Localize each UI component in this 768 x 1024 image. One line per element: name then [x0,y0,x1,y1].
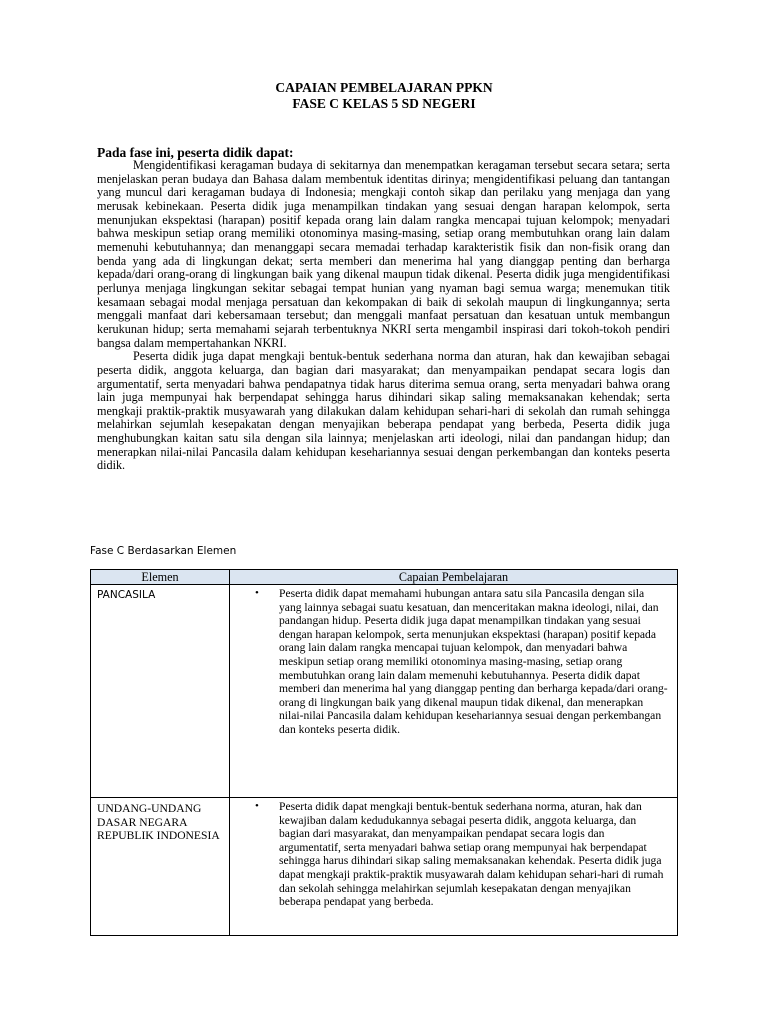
capaian-item [255,800,669,909]
header-elemen: Elemen [91,570,230,585]
header-capaian: Capaian Pembelajaran [230,570,678,585]
section-title: Fase C Berdasarkan Elemen [90,545,237,557]
capaian-text: Peserta didik dapat mengkaji bentuk-bentuk sederhana norma, aturan, hak dan kewajiban dalam kedudukannya sebagai peserta didik, anggota keluarga, dan bagian dari masyarakat, dan menyampaikan pendapat secara logis dan argumentatif, serta menyadari bahwa setiap orang mempunyai hak berpendapat sehingga harus dihindari sikap saling memaksanakan kehendak. Peserta didik juga dapat mengkaji praktik-praktik musyawarah dalam kehidupan sehari-hari di rumah dan sekolah sehingga melahirkan sejumlah kesepakatan dengan menyajikan beberapa pendapat yang berbeda. [279,800,664,909]
intro-body [97,159,670,473]
document-title-line-1: CAPAIAN PEMBELAJARAN PPKN [275,80,493,95]
elemen-table [90,569,678,936]
table-row [91,798,678,936]
capaian-list [252,800,669,909]
capaian-text: Peserta didik dapat memahami hubungan antara satu sila Pancasila dengan sila yang lainnya sebagai suatu kesatuan, dan menceritakan makna ideologi, nilai, dan pandangan hidup. Peserta didik juga dapat menampilkan tindakan yang sesuai dengan harapan kelompok, serta menunjukan ekspektasi (harapan) positif kepada orang lain dalam rangka mencapai tujuan kelompok, dan menyadari bahwa meskipun setiap orang memiliki otonominya masing-masing, setiap orang membutuhkan orang lain dalam memenuhi kebutuhannya. Peserta didik dapat memberi dan menerima hal yang dianggap penting dan berharga kepada/dari orang-orang di lingkungan baik yang dikenal maupun tidak dikenal, dan menerapkan nilai-nilai Pancasila dalam kehidupan kesehariannya sesuai dengan perkembangan dan konteks peserta didik. [279,587,668,736]
table-header-row [91,570,678,585]
document-title-line-2: FASE C KELAS 5 SD NEGERI [292,96,476,111]
elemen-cell [91,585,230,798]
bullet-icon: • [255,587,259,599]
intro-heading: Pada fase ini, peserta didik dapat: [97,145,294,160]
intro-paragraph-2: Peserta didik juga dapat mengkaji bentuk-bentuk sederhana norma dan aturan, hak dan kewajiban sebagai peserta didik, anggota keluarga, dan bagian dari masyarakat; dan menyampaikan pendapat secara logis dan argumentatif, serta menyadari bahwa pendapatnya tidak harus diterima semua orang, serta menyadari bahwa orang lain juga mempunyai hak berpendapat sehingga harus dihindari sikap saling memaksanakan kehendak; serta mengkaji praktik-praktik musyawarah yang dilakukan dalam kehidupan sehari-hari di sekolah dan rumah sehingga melahirkan sejumlah kesepakatan dengan menyajikan beberapa pendapat yang berbeda, Peserta didik juga menghubungkan kaitan satu sila dengan sila lainnya; menjelaskan arti ideologi, nilai dan pandangan hidup; dan menerapkan nilai-nilai Pancasila dalam kehidupan kesehariannya sesuai dengan perkembangan dan konteks peserta didik. [97,349,670,473]
bullet-icon: • [255,800,259,812]
elemen-name: UNDANG-UNDANG DASAR NEGARA REPUBLIK INDONESIA [97,802,220,843]
capaian-item [255,587,669,737]
table-row [91,585,678,798]
capaian-list [252,587,669,737]
elemen-cell [91,798,230,936]
intro-paragraph-1: Mengidentifikasi keragaman budaya di sekitarnya dan menempatkan keragaman tersebut secara setara; serta menjelaskan peran budaya dan Bahasa dalam membentuk identitas dirinya; mengidentifikasi peluang dan tantangan yang muncul dari keragaman budaya di Indonesia; mengkaji contoh sikap dan perilaku yang menjaga dan yang merusak kebinekaan. Peserta didik juga menampilkan tindakan yang sesuai dengan harapan kelompok, serta menunjukan ekspektasi (harapan) positif kepada orang lain dalam rangka mencapai tujuan kelompok; menyadari bahwa meskipun setiap orang memiliki otonominya masing-masing, setiap orang membutuhkan orang lain dalam memenuhi kebutuhannya; dan menanggapi secara memadai terhadap karakteristik fisik dan non-fisik orang dan benda yang ada di lingkungan dekat; serta memberi dan menerima hal yang dianggap penting dan berharga kepada/dari orang-orang di lingkungan baik yang dikenal maupun tidak dikenal. Peserta didik juga mengidentifikasi perlunya menjaga lingkungan sekitar sebagai tempat hunian yang nyaman bagi semua warga; menemukan titik kesamaan sebagai modal menjaga persatuan dan kekompakan di baik di sekolah maupun di lingkungannya; serta menggali manfaat dari kebersamaan tersebut; dan menggali manfaat persatuan dan kesatuan untuk membangun kerukunan hidup; serta memahami sejarah terbentuknya NKRI serta mengambil inspirasi dari tokoh-tokoh pendiri bangsa dalam mempertahankan NKRI. [97,158,670,350]
elemen-name: PANCASILA [97,589,156,601]
capaian-cell [230,585,678,798]
capaian-cell [230,798,678,936]
